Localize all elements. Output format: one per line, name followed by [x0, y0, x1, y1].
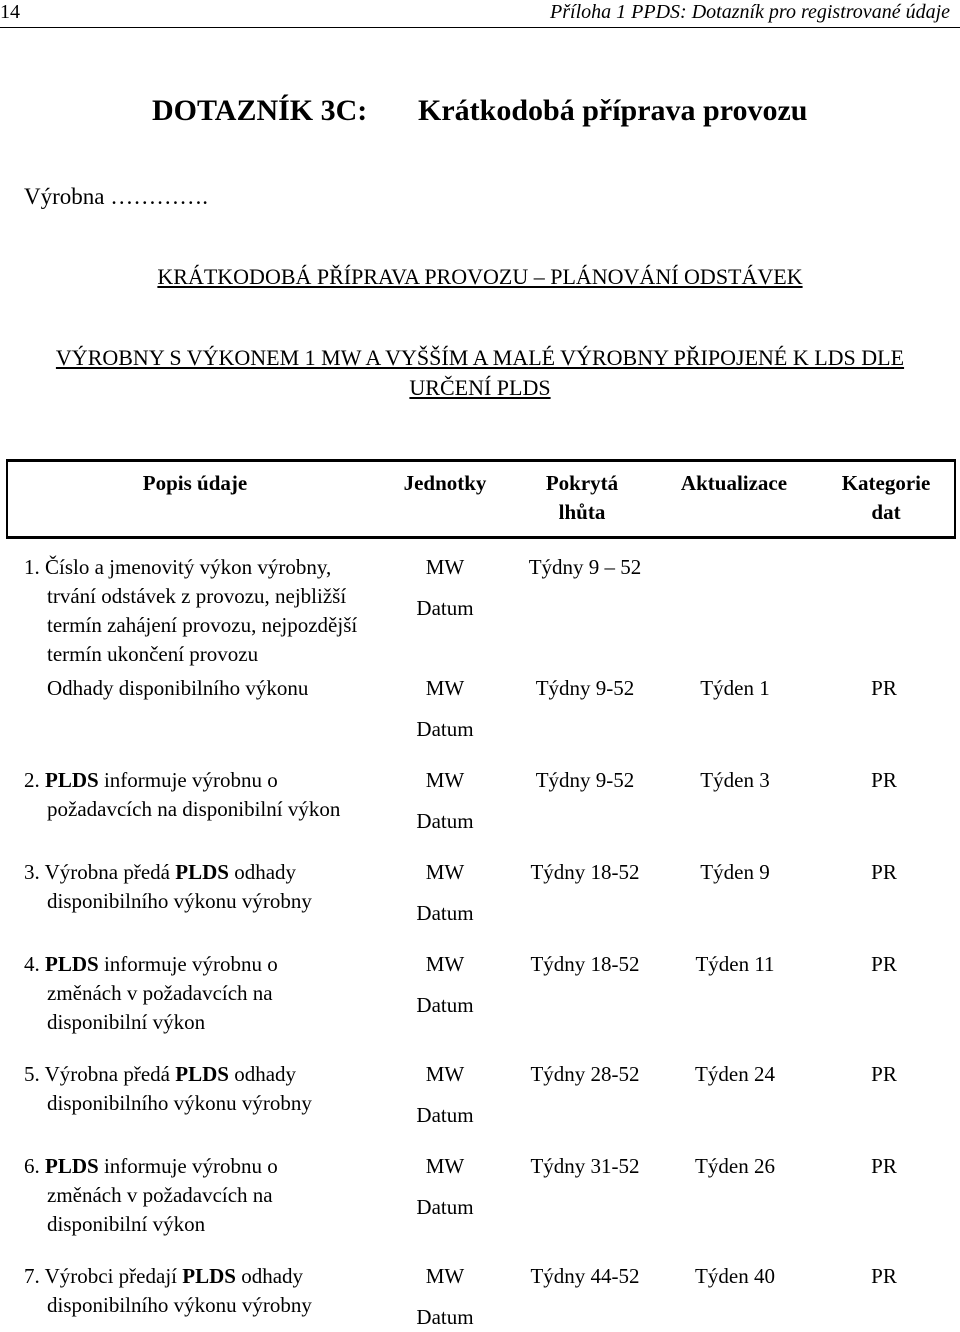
row-6-bold: PLDS	[45, 1154, 99, 1178]
questionnaire-subtitle: Krátkodobá příprava provozu	[418, 94, 808, 127]
row-2-bold: PLDS	[45, 768, 99, 792]
plant-line: Výrobna ………….	[24, 184, 208, 209]
row-4-bold: PLDS	[45, 952, 99, 976]
row-4-update: Týden 11	[695, 952, 775, 976]
row-7-bold: PLDS	[182, 1264, 236, 1288]
row-6-unit-date: Datum	[416, 1195, 474, 1219]
row-3-coverage: Týdny 18-52	[530, 860, 640, 884]
row-1b-coverage: Týdny 9-52	[535, 676, 635, 700]
row-1b-update: Týden 1	[700, 676, 770, 700]
row-4-line-1: informuje výrobnu o	[98, 952, 278, 976]
row-1-line-4: termín ukončení provozu	[47, 642, 259, 666]
column-coverage-line-2: lhůta	[558, 500, 606, 524]
row-4-units	[400, 950, 490, 1020]
row-6-update: Týden 26	[695, 1154, 775, 1178]
row-2-unit-mw: MW	[425, 768, 465, 792]
row-7-unit-mw: MW	[425, 1264, 465, 1288]
row-2-line-2: požadavcích na disponibilní výkon	[47, 797, 341, 821]
row-4-coverage: Týdny 18-52	[530, 952, 640, 976]
row-5-category: PR	[871, 1062, 897, 1086]
row-4-description	[24, 950, 384, 1037]
row-3-line-2: disponibilního výkonu výrobny	[47, 889, 312, 913]
row-3-unit-mw: MW	[425, 860, 465, 884]
row-5-unit-mw: MW	[425, 1062, 465, 1086]
row-2-line-1: informuje výrobnu o	[98, 768, 278, 792]
column-category-line-2: dat	[871, 500, 901, 524]
row-6-line-1: informuje výrobnu o	[98, 1154, 278, 1178]
page-number: 14	[0, 1, 20, 23]
row-1-units	[400, 553, 490, 623]
row-2-update: Týden 3	[700, 768, 770, 792]
row-3-units	[400, 858, 490, 928]
section-heading: KRÁTKODOBÁ PŘÍPRAVA PROVOZU – PLÁNOVÁNÍ ODSTÁVEK	[157, 264, 803, 289]
row-1-line-1: Číslo a jmenovitý výkon výrobny,	[45, 555, 332, 579]
row-6-category: PR	[871, 1154, 897, 1178]
column-coverage-line-1: Pokrytá	[545, 471, 619, 495]
row-5-description	[24, 1060, 384, 1118]
subheading-line-1: VÝROBNY S VÝKONEM 1 MW A VYŠŠÍM A MALÉ VÝROBNY PŘIPOJENÉ K LDS DLE	[55, 345, 905, 370]
row-1-description	[24, 553, 384, 669]
row-1b-description	[24, 674, 384, 703]
row-2-category: PR	[871, 768, 897, 792]
subheading-line-2: URČENÍ PLDS	[409, 375, 551, 400]
row-6-description	[24, 1152, 384, 1239]
row-4-unit-date: Datum	[416, 993, 474, 1017]
row-3-description	[24, 858, 384, 916]
row-3-unit-date: Datum	[416, 901, 474, 925]
row-1-number: 1.	[24, 555, 40, 579]
row-1-line-2: trvání odstávek z provozu, nejbližší	[47, 584, 347, 608]
column-category-line-1: Kategorie	[841, 471, 931, 495]
row-1-line-3: termín zahájení provozu, nejpozdější	[47, 613, 358, 637]
row-1b-units	[400, 674, 490, 744]
column-coverage	[530, 469, 634, 527]
row-5-coverage: Týdny 28-52	[530, 1062, 640, 1086]
column-units: Jednotky	[403, 471, 487, 495]
row-2-coverage: Týdny 9-52	[535, 768, 635, 792]
questionnaire-title: DOTAZNÍK 3C:	[152, 94, 368, 127]
row-1b-unit-date: Datum	[416, 717, 474, 741]
row-7-pre: Výrobci předají	[39, 1264, 183, 1288]
running-title: Příloha 1 PPDS: Dotazník pro registrované údaje	[550, 1, 950, 23]
row-3-bold: PLDS	[175, 860, 229, 884]
row-7-line-1: odhady	[235, 1264, 304, 1288]
row-7-description	[24, 1262, 384, 1320]
row-7-units	[400, 1262, 490, 1332]
column-description: Popis údaje	[142, 471, 248, 495]
row-5-units	[400, 1060, 490, 1130]
row-3-update: Týden 9	[700, 860, 770, 884]
row-2-number: 2.	[24, 768, 40, 792]
row-2-units	[400, 766, 490, 836]
row-6-unit-mw: MW	[425, 1154, 465, 1178]
row-5-update: Týden 24	[695, 1062, 775, 1086]
row-3-number: 3.	[24, 860, 40, 884]
row-1b-category: PR	[871, 676, 897, 700]
row-4-category: PR	[871, 952, 897, 976]
row-5-number: 5.	[24, 1062, 40, 1086]
row-4-number: 4.	[24, 952, 40, 976]
row-2-unit-date: Datum	[416, 809, 474, 833]
row-3-pre: Výrobna předá	[39, 860, 176, 884]
row-1-unit-mw: MW	[425, 555, 465, 579]
row-6-number: 6.	[24, 1154, 40, 1178]
row-4-line-2: změnách v požadavcích na	[47, 981, 273, 1005]
row-7-update: Týden 40	[695, 1264, 775, 1288]
row-1b-line-1: Odhady disponibilního výkonu	[47, 676, 309, 700]
row-5-bold: PLDS	[175, 1062, 229, 1086]
row-5-line-1: odhady	[228, 1062, 297, 1086]
row-7-number: 7.	[24, 1264, 40, 1288]
row-6-line-2: změnách v požadavcích na	[47, 1183, 273, 1207]
row-4-line-3: disponibilní výkon	[47, 1010, 206, 1034]
column-update: Aktualizace	[680, 471, 788, 495]
column-category	[822, 469, 950, 527]
row-1-unit-date: Datum	[416, 596, 474, 620]
row-5-unit-date: Datum	[416, 1103, 474, 1127]
row-6-units	[400, 1152, 490, 1222]
row-7-coverage: Týdny 44-52	[530, 1264, 640, 1288]
row-7-category: PR	[871, 1264, 897, 1288]
row-7-unit-date: Datum	[416, 1305, 474, 1329]
row-3-line-1: odhady	[228, 860, 297, 884]
header-divider	[0, 27, 960, 28]
row-6-line-3: disponibilní výkon	[47, 1212, 206, 1236]
row-4-unit-mw: MW	[425, 952, 465, 976]
row-2-description	[24, 766, 384, 824]
row-1-coverage: Týdny 9 – 52	[528, 555, 642, 579]
row-5-line-2: disponibilního výkonu výrobny	[47, 1091, 312, 1115]
row-5-pre: Výrobna předá	[39, 1062, 176, 1086]
row-1b-unit-mw: MW	[425, 676, 465, 700]
row-7-line-2: disponibilního výkonu výrobny	[47, 1293, 312, 1317]
row-3-category: PR	[871, 860, 897, 884]
row-6-coverage: Týdny 31-52	[530, 1154, 640, 1178]
section-subheading	[0, 343, 960, 403]
